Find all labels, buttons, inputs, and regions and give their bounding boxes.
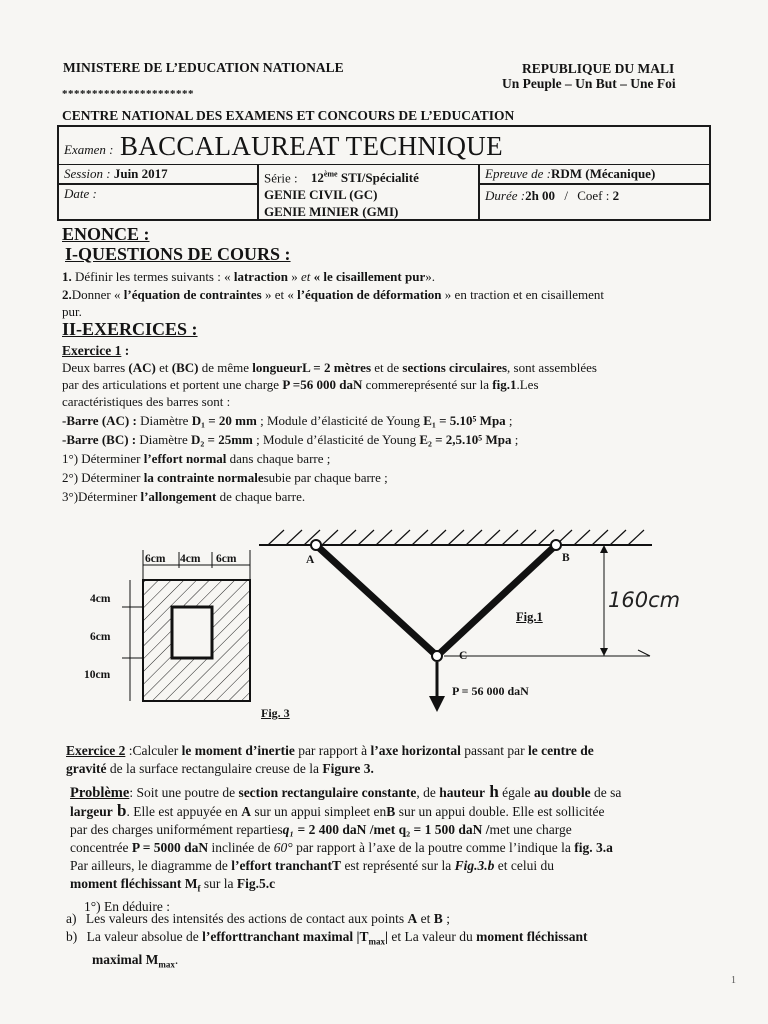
probleme-question-a: a) Les valeurs des intensités des actions de contact aux points A et B ; [66,911,450,926]
serie-label: Série : [264,170,298,186]
fig1-label-c: C [459,650,468,662]
duree-separator: / [564,188,568,203]
figures-area [0,520,768,730]
ministry-heading: MINISTERE DE L’EDUCATION NATIONALE [63,60,344,75]
duree-value: 2h 00 [525,188,556,203]
question-1: 1. Définir les termes suivants : « latraction » et « le cisaillement pur». [62,269,435,284]
question-2: 2.Donner « l’équation de contraintes » et « l’équation de déformation » en traction et en cisaillement pur. [62,287,604,319]
republic-heading: REPUBLIQUE DU MALI [522,61,675,76]
epreuve-value: RDM (Mécanique) [550,166,656,181]
stars-divider: ********************** [62,88,194,100]
page-number: 1 [731,975,736,986]
fig3-dim-left-3: 10cm [84,669,111,681]
exam-name: BACCALAUREAT TECHNIQUE [120,131,503,161]
epreuve-cell [485,166,655,182]
coef-value: 2 [612,188,620,203]
bar-ac [316,545,437,656]
fig3-caption: Fig. 3 [261,706,290,720]
load-arrow-head [429,696,445,712]
grid-divider [257,164,259,220]
duree-label: Durée : [485,188,526,203]
fig3-dim-top-1: 6cm [145,553,166,565]
fig3-inner-hole [172,607,212,658]
grid-divider [478,164,480,220]
national-motto: Un Peuple – Un But – Une Foi [502,76,676,91]
exam-centre-heading: CENTRE NATIONAL DES EXAMENS ET CONCOURS DE L’EDUCATION [62,108,515,123]
date-label: Date : [64,186,97,201]
exercise1-title: Exercice 1 : [62,343,130,358]
epreuve-label: Epreuve de : [485,166,551,181]
serie-level: 12ème STI/Spécialité [310,170,419,186]
probleme-question-b: b) La valeur absolue de l’efforttranchant maximal $|T_{max}|$ et La valeur du moment fléchissant maximal $M_{max}$. [66,929,588,970]
exam-title-row [59,127,709,165]
fig3-dim-top-2: 4cm [180,553,201,565]
bar-bc [437,545,556,656]
fig1-label-b: B [562,552,570,564]
grid-divider [478,183,711,185]
exercise2-statement: Exercice 2 :Calculer le moment d’inertie par rapport à l’axe horizontal passant par le centre de gravité de la surface rectangulaire creuse de la Figure 3. [66,743,594,776]
fig3-section [122,550,250,701]
section2-title: II-EXERCICES : [62,319,198,339]
serie-cell [264,166,419,220]
joint-b [551,540,561,550]
coef-label: Coef : [577,188,610,203]
enonce-heading: ENONCE : [62,224,150,244]
session-cell [64,166,168,182]
duree-cell [485,188,619,204]
section1-title: I-QUESTIONS DE COURS : [65,244,291,264]
probleme-statement: Problème: Soit une poutre de section rectangulaire constante, de hauteur h égale au double de sa largeur b. Elle est appuyée en A sur un appui simpleet enB sur un appui double. Elle est sollicitée par des charges uniformément repartiesq₁ = 2 400 daN /met q₂ = 1 500 daN /met une charge concentrée P = 5000 daN inclinée de 60° par rapport à l’axe de la poutre comme l’indique la fig. 3.a Par ailleurs, le diagramme de l’effort tranchantT est représenté sur la Fig.3.b et celui du moment fléchissant $M_f$ sur la Fig.5.c 1°) En déduire : [70,782,622,914]
fig3-dim-left-1: 4cm [90,593,111,605]
fig1-load-label: P = 56 000 daN [452,684,529,698]
joint-a [311,540,321,550]
exam-label: Examen : [64,142,114,157]
session-value: Juin 2017 [113,166,168,181]
ceiling-hatching [268,530,644,545]
session-label: Session : [64,166,111,181]
grid-divider [59,183,257,185]
fig3-dim-left-2: 6cm [90,631,111,643]
joint-c [432,651,442,661]
serie-gc: GENIE CIVIL (GC) [264,187,378,203]
fig1-caption: Fig.1 [516,610,543,624]
serie-gmi: GENIE MINIER (GMI) [264,204,399,220]
fig1-height-annotation: 160cm [608,588,681,612]
fig1-label-a: A [306,554,315,566]
exercise1-statement: Deux barres (AC) et (BC) de même longueurL = 2 mètres et de sections circulaires, sont assemblées par des articulations et portent une charge P =56 000 daN commereprésenté sur la fig.1.Les caractéristiques des barres sont : -Barre (AC) : Diamètre D₁ = 20 mm ; Module d’élasticité de Young E₁ = 5.10⁵ Mpa ; -Barre (BC) : Diamètre D₂ = 25mm ; Module d’élasticité de Young E₂ = 2,5.10⁵ Mpa ; 1°) Déterminer l’effort normal dans chaque barre ; 2°) Déterminer la contrainte normalesubie par chaque barre ; 3°)Déterminer l’allongement de chaque barre. [62,360,597,504]
exam-info-box [57,125,711,221]
fig3-dim-top-3: 6cm [216,553,237,565]
